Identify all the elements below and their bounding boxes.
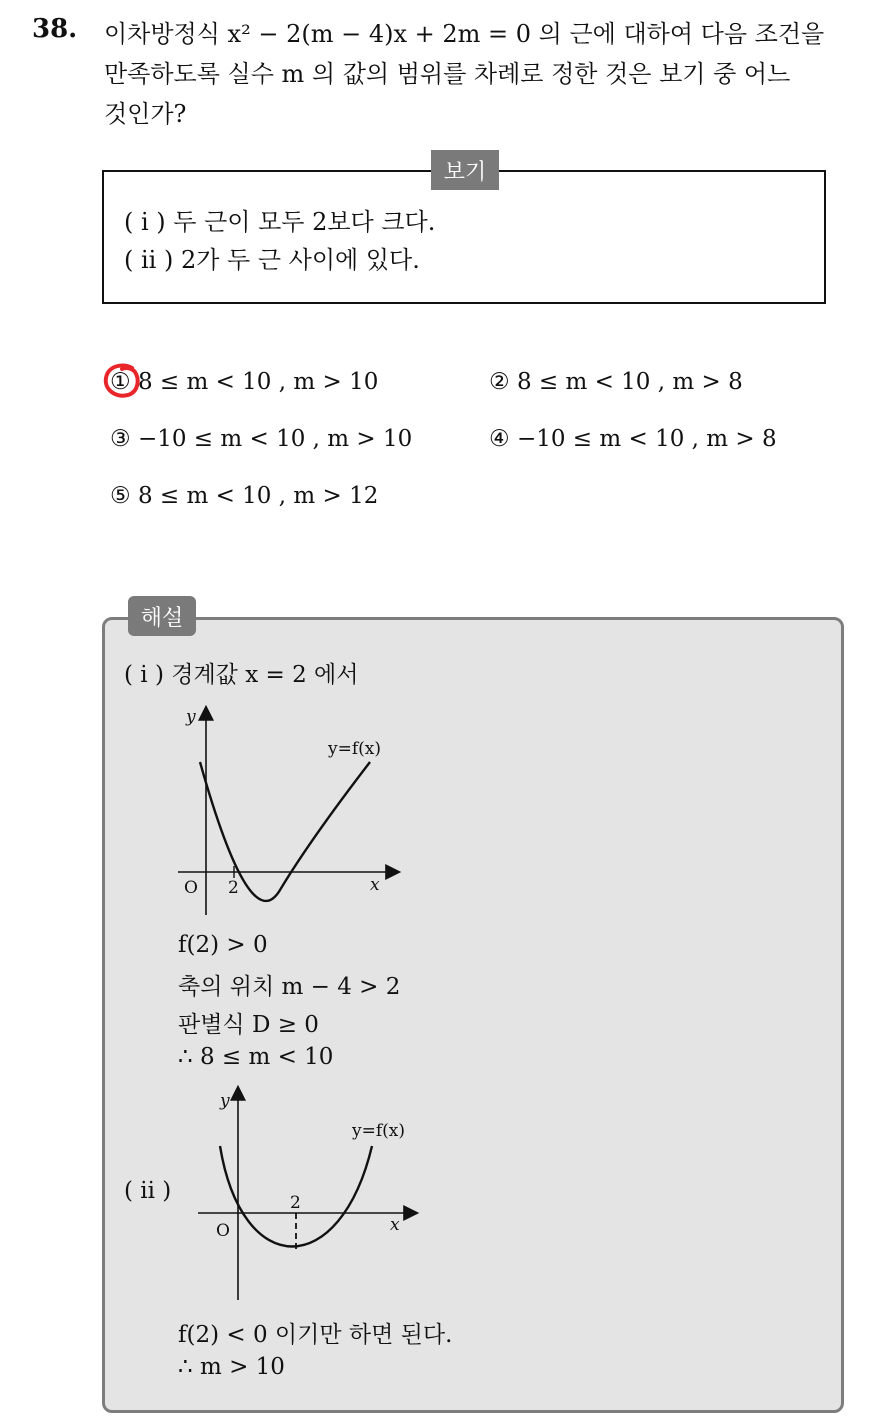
graph1-curve (200, 762, 370, 901)
graph1-tick-label: 2 (228, 878, 239, 898)
graph1-origin-label: O (184, 878, 198, 898)
choice-4-marker: ④ (489, 426, 510, 452)
graph2-origin-label: O (216, 1221, 230, 1241)
graph-part1 (170, 700, 410, 920)
graph1-x-label: x (370, 875, 380, 895)
choice-2-text: 8 ≤ m < 10 , m > 8 (516, 369, 743, 395)
choice-3-text: −10 ≤ m < 10 , m > 10 (137, 426, 413, 452)
graph1-y-label: y (186, 707, 196, 727)
choice-3[interactable] (110, 426, 412, 452)
graph2-y-label: y (220, 1091, 230, 1111)
choice-1-marker: ① (110, 369, 131, 395)
solution-part2-line-1: f(2) < 0 이기만 하면 된다. (178, 1322, 453, 1348)
conditions-box (102, 170, 826, 304)
solution-part1-line-4: ∴ 8 ≤ m < 10 (178, 1044, 334, 1070)
choice-5-marker: ⑤ (110, 483, 131, 509)
choice-1-text: 8 ≤ m < 10 , m > 10 (137, 369, 379, 395)
choice-2-marker: ② (489, 369, 510, 395)
choice-4[interactable] (489, 426, 777, 452)
graph1-curve-label: y=f(x) (328, 739, 381, 759)
condition-item-2: ( ii ) 2가 두 근 사이에 있다. (124, 246, 420, 274)
solution-label: 해설 (128, 596, 196, 636)
graph2-x-label: x (390, 1215, 400, 1235)
answer-circle-mark (102, 362, 142, 400)
question-line-2: 만족하도록 실수 m 의 값의 범위를 차례로 정한 것은 보기 중 어느 (104, 60, 791, 88)
solution-part1-line-2: 축의 위치 m − 4 > 2 (178, 974, 401, 1000)
solution-part1-line-1: f(2) > 0 (178, 932, 268, 958)
solution-part2-heading: ( ii ) (124, 1178, 172, 1204)
choice-4-text: −10 ≤ m < 10 , m > 8 (516, 426, 777, 452)
graph2-curve-label: y=f(x) (352, 1121, 405, 1141)
conditions-box-label: 보기 (431, 150, 499, 190)
choice-5-text: 8 ≤ m < 10 , m > 12 (137, 483, 379, 509)
graph-part2 (190, 1080, 430, 1305)
question-number: 38. (32, 14, 78, 44)
solution-part2-line-2: ∴ m > 10 (178, 1354, 285, 1380)
choice-5[interactable] (110, 483, 378, 509)
graph2-tick-label: 2 (290, 1193, 301, 1213)
question-line-3: 것인가? (104, 100, 187, 128)
choice-2[interactable] (489, 369, 743, 395)
question-line-1: 이차방정식 x² − 2(m − 4)x + 2m = 0 의 근에 대하여 다음 조건을 (104, 20, 825, 48)
condition-item-1: ( i ) 두 근이 모두 2보다 크다. (124, 208, 436, 236)
solution-part1-heading: ( i ) 경계값 x = 2 에서 (124, 662, 359, 688)
choice-1[interactable] (110, 369, 378, 395)
choice-3-marker: ③ (110, 426, 131, 452)
solution-part1-line-3: 판별식 D ≥ 0 (178, 1012, 319, 1038)
